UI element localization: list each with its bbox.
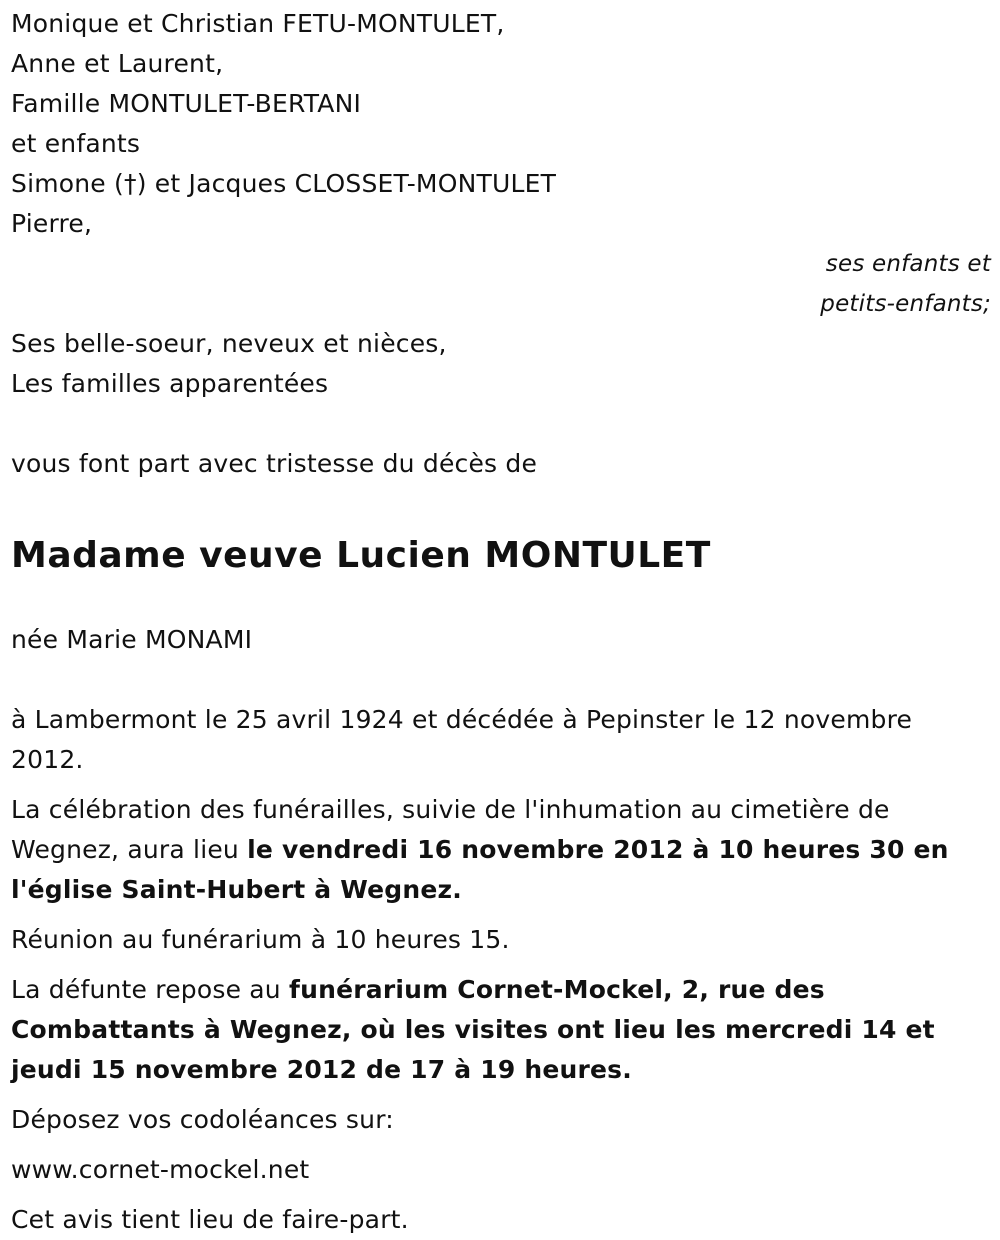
family-line: Anne et Laurent, xyxy=(11,49,224,78)
role-line: petits-enfants; xyxy=(820,291,991,317)
family-list xyxy=(11,4,991,244)
family-line: Simone (†) et Jacques CLOSSET-MONTULET xyxy=(11,169,557,198)
role-line: ses enfants et xyxy=(825,251,991,277)
extended-family-line: Les familles apparentées xyxy=(11,369,329,398)
family-line: et enfants xyxy=(11,129,141,158)
extended-family xyxy=(11,324,991,404)
family-line: Famille MONTULET-BERTANI xyxy=(11,89,362,118)
condolences-text: Déposez vos codoléances sur: xyxy=(11,1105,394,1134)
family-line: Pierre, xyxy=(11,209,93,238)
family-line: Monique et Christian FETU-MONTULET, xyxy=(11,9,505,38)
funeral-intro: La célébration des funérailles, suivie de l'inhumation au cimetière de Wegnez, aura lieu xyxy=(11,795,890,864)
meeting-paragraph: Réunion au funérarium à 10 heures 15. xyxy=(11,925,510,954)
rest-paragraph xyxy=(11,970,991,1090)
rest-details: funérarium Cornet-Mockel, 2, rue des Combattants à Wegnez, où les visites ont lieu les mercredi 14 et jeudi 15 novembre 2012 de 17 à 19 heures. xyxy=(11,975,935,1084)
announcement-text: vous font part avec tristesse du décès de xyxy=(11,449,538,478)
obituary-notice xyxy=(11,4,991,1240)
deceased-name: Madame veuve Lucien MONTULET xyxy=(11,535,711,576)
extended-family-line: Ses belle-soeur, neveux et nièces, xyxy=(11,329,447,358)
dates-paragraph: à Lambermont le 25 avril 1924 et décédée à Pepinster le 12 novembre 2012. xyxy=(11,705,913,774)
funeral-details: le vendredi 16 novembre 2012 à 10 heures 30 en l'église Saint-Hubert à Wegnez. xyxy=(11,835,949,904)
born-name: née Marie MONAMI xyxy=(11,625,253,654)
website-link[interactable]: www.cornet-mockel.net xyxy=(11,1155,310,1184)
funeral-paragraph xyxy=(11,790,991,910)
rest-intro: La défunte repose au xyxy=(11,975,290,1004)
family-role xyxy=(11,244,991,324)
closing-text: Cet avis tient lieu de faire-part. xyxy=(11,1205,409,1234)
